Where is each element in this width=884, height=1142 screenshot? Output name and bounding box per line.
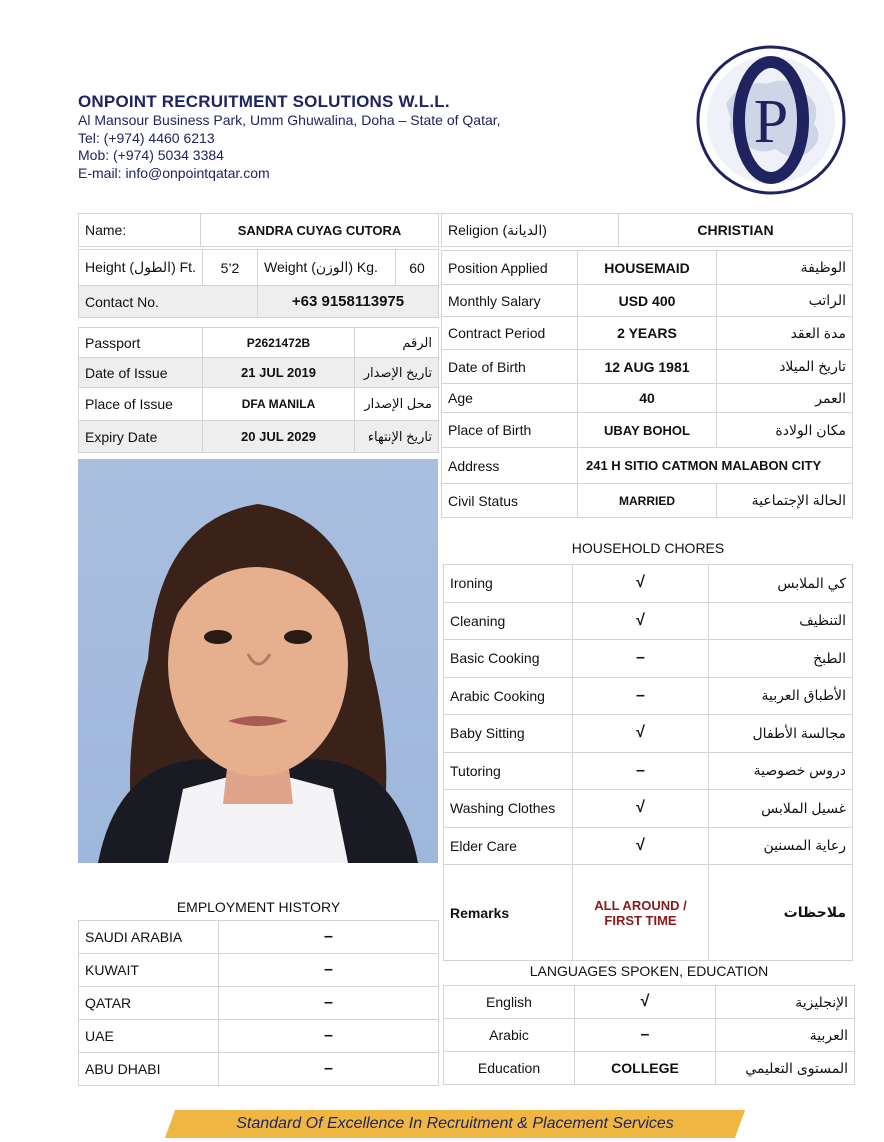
job-row — [442, 413, 853, 448]
job-row-arabic: العمر — [717, 384, 853, 413]
passport-row-value: DFA MANILA — [203, 388, 355, 421]
chore-label: Elder Care — [444, 827, 573, 865]
job-row-value: HOUSEMAID — [578, 251, 717, 285]
address-label: Address — [442, 448, 578, 484]
chore-mark: √ — [573, 790, 709, 828]
employment-value: – — [219, 987, 439, 1020]
remarks-arabic: ملاحظات — [709, 865, 853, 961]
religion-label: Religion (الديانة) — [442, 214, 619, 247]
passport-row-arabic: محل الإصدار — [355, 388, 439, 421]
company-name: ONPOINT RECRUITMENT SOLUTIONS W.L.L. — [78, 92, 450, 111]
passport-row-arabic: الرقم — [355, 328, 439, 358]
passport-row-arabic: تاريخ الإصدار — [355, 358, 439, 388]
employment-value: – — [219, 921, 439, 954]
footer-slogan: Standard Of Excellence In Recruitment & Placement Services — [236, 1115, 674, 1132]
job-row-value: UBAY BOHOL — [578, 413, 717, 448]
chore-row — [444, 640, 853, 678]
logo-letter: P — [753, 88, 789, 156]
job-row — [442, 350, 853, 384]
job-row-value: 40 — [578, 384, 717, 413]
chore-label: Basic Cooking — [444, 640, 573, 678]
language-label: Arabic — [444, 1019, 575, 1052]
language-label: Education — [444, 1052, 575, 1085]
language-value: – — [575, 1019, 716, 1052]
job-row — [442, 317, 853, 350]
chore-arabic: التنظيف — [709, 602, 853, 640]
employment-country: QATAR — [79, 987, 219, 1020]
chore-label: Arabic Cooking — [444, 677, 573, 715]
religion-value: CHRISTIAN — [619, 214, 853, 247]
chore-arabic: رعاية المسنين — [709, 827, 853, 865]
height-label: Height (الطول) Ft. — [79, 250, 203, 286]
chore-mark: √ — [573, 565, 709, 603]
chore-label: Cleaning — [444, 602, 573, 640]
employment-row — [79, 921, 439, 954]
chore-row — [444, 565, 853, 603]
job-row-value: USD 400 — [578, 285, 717, 317]
job-row-label: Monthly Salary — [442, 285, 578, 317]
job-row — [442, 285, 853, 317]
passport-row — [79, 388, 439, 421]
chore-arabic: غسيل الملابس — [709, 790, 853, 828]
chore-arabic: كي الملابس — [709, 565, 853, 603]
employment-value: – — [219, 1020, 439, 1053]
employment-table — [78, 920, 439, 1086]
job-row — [442, 251, 853, 285]
passport-row-arabic: تاريخ الإنتهاء — [355, 421, 439, 453]
language-value: COLLEGE — [575, 1052, 716, 1085]
languages-heading: LANGUAGES SPOKEN, EDUCATION — [529, 963, 769, 979]
passport-row-label: Expiry Date — [79, 421, 203, 453]
chore-mark: – — [573, 752, 709, 790]
language-arabic: العربية — [716, 1019, 855, 1052]
address-value: 241 H SITIO CATMON MALABON CITY — [578, 448, 853, 484]
employment-value: – — [219, 954, 439, 987]
chore-arabic: مجالسة الأطفال — [709, 715, 853, 753]
job-row-value: 2 YEARS — [578, 317, 717, 350]
chore-mark: √ — [573, 827, 709, 865]
language-row — [444, 1052, 855, 1085]
company-address: Al Mansour Business Park, Umm Ghuwalina, Doha – State of Qatar, — [78, 112, 501, 128]
passport-row-label: Date of Issue — [79, 358, 203, 388]
language-value: √ — [575, 986, 716, 1019]
job-row-label: Date of Birth — [442, 350, 578, 384]
job-row-arabic: تاريخ الميلاد — [717, 350, 853, 384]
height-value: 5’2 — [203, 250, 258, 286]
job-row-arabic: الراتب — [717, 285, 853, 317]
chore-mark: – — [573, 640, 709, 678]
chore-label: Washing Clothes — [444, 790, 573, 828]
language-arabic: الإنجليزية — [716, 986, 855, 1019]
job-row-arabic: الوظيفة — [717, 251, 853, 285]
weight-value: 60 — [396, 250, 439, 286]
employment-country: UAE — [79, 1020, 219, 1053]
passport-row — [79, 421, 439, 453]
chore-mark: – — [573, 677, 709, 715]
chore-mark: √ — [573, 715, 709, 753]
chore-row — [444, 677, 853, 715]
civil-status-arabic: الحالة الإجتماعية — [717, 484, 853, 518]
employment-row — [79, 1020, 439, 1053]
job-row — [442, 384, 853, 413]
employment-value: – — [219, 1053, 439, 1086]
passport-table — [78, 327, 439, 453]
chore-row — [444, 752, 853, 790]
chore-label: Ironing — [444, 565, 573, 603]
chore-arabic: الطبخ — [709, 640, 853, 678]
employment-country: ABU DHABI — [79, 1053, 219, 1086]
civil-status-label: Civil Status — [442, 484, 578, 518]
company-header — [78, 92, 501, 182]
contact-value: +63 9158113975 — [258, 286, 439, 318]
job-row-value: 12 AUG 1981 — [578, 350, 717, 384]
company-mob: Mob: (+974) 5034 3384 — [78, 147, 224, 163]
chore-arabic: الأطباق العربية — [709, 677, 853, 715]
chore-mark: √ — [573, 602, 709, 640]
passport-row-label: Passport — [79, 328, 203, 358]
company-logo — [696, 44, 846, 196]
chore-row — [444, 827, 853, 865]
job-row-label: Place of Birth — [442, 413, 578, 448]
job-row-arabic: مدة العقد — [717, 317, 853, 350]
civil-status-value: MARRIED — [578, 484, 717, 518]
chore-row — [444, 715, 853, 753]
passport-row — [79, 328, 439, 358]
remarks-label: Remarks — [444, 865, 573, 961]
personal-table — [78, 213, 439, 247]
job-table — [441, 250, 853, 518]
contact-label: Contact No. — [79, 286, 258, 318]
passport-row — [79, 358, 439, 388]
applicant-photo — [78, 459, 438, 863]
employment-row — [79, 954, 439, 987]
chore-arabic: دروس خصوصية — [709, 752, 853, 790]
language-row — [444, 986, 855, 1019]
job-row-label: Age — [442, 384, 578, 413]
chores-table — [443, 564, 853, 961]
height-weight-table — [78, 249, 439, 318]
chore-label: Baby Sitting — [444, 715, 573, 753]
employment-country: SAUDI ARABIA — [79, 921, 219, 954]
employment-history-heading: EMPLOYMENT HISTORY — [176, 899, 341, 915]
remarks-line2: FIRST TIME — [604, 912, 677, 928]
chore-label: Tutoring — [444, 752, 573, 790]
languages-table — [443, 985, 855, 1085]
name-value: SANDRA CUYAG CUTORA — [201, 214, 439, 247]
employment-country: KUWAIT — [79, 954, 219, 987]
job-row-label: Position Applied — [442, 251, 578, 285]
language-label: English — [444, 986, 575, 1019]
company-tel: Tel: (+974) 4460 6213 — [78, 129, 215, 146]
company-email: E-mail: info@onpointqatar.com — [78, 164, 270, 181]
language-row — [444, 1019, 855, 1052]
household-chores-heading: HOUSEHOLD CHORES — [571, 540, 725, 556]
remarks-value — [573, 865, 709, 961]
job-row-arabic: مكان الولادة — [717, 413, 853, 448]
remarks-line1: ALL AROUND / — [594, 897, 687, 913]
name-label: Name: — [79, 214, 201, 247]
chore-row — [444, 602, 853, 640]
passport-row-value: 20 JUL 2029 — [203, 421, 355, 453]
chore-row — [444, 790, 853, 828]
employment-row — [79, 987, 439, 1020]
passport-row-value: 21 JUL 2019 — [203, 358, 355, 388]
employment-row — [79, 1053, 439, 1086]
language-arabic: المستوى التعليمي — [716, 1052, 855, 1085]
passport-row-value: P2621472B — [203, 328, 355, 358]
religion-table — [441, 213, 853, 247]
weight-label: Weight (الوزن) Kg. — [258, 250, 396, 286]
passport-row-label: Place of Issue — [79, 388, 203, 421]
job-row-label: Contract Period — [442, 317, 578, 350]
